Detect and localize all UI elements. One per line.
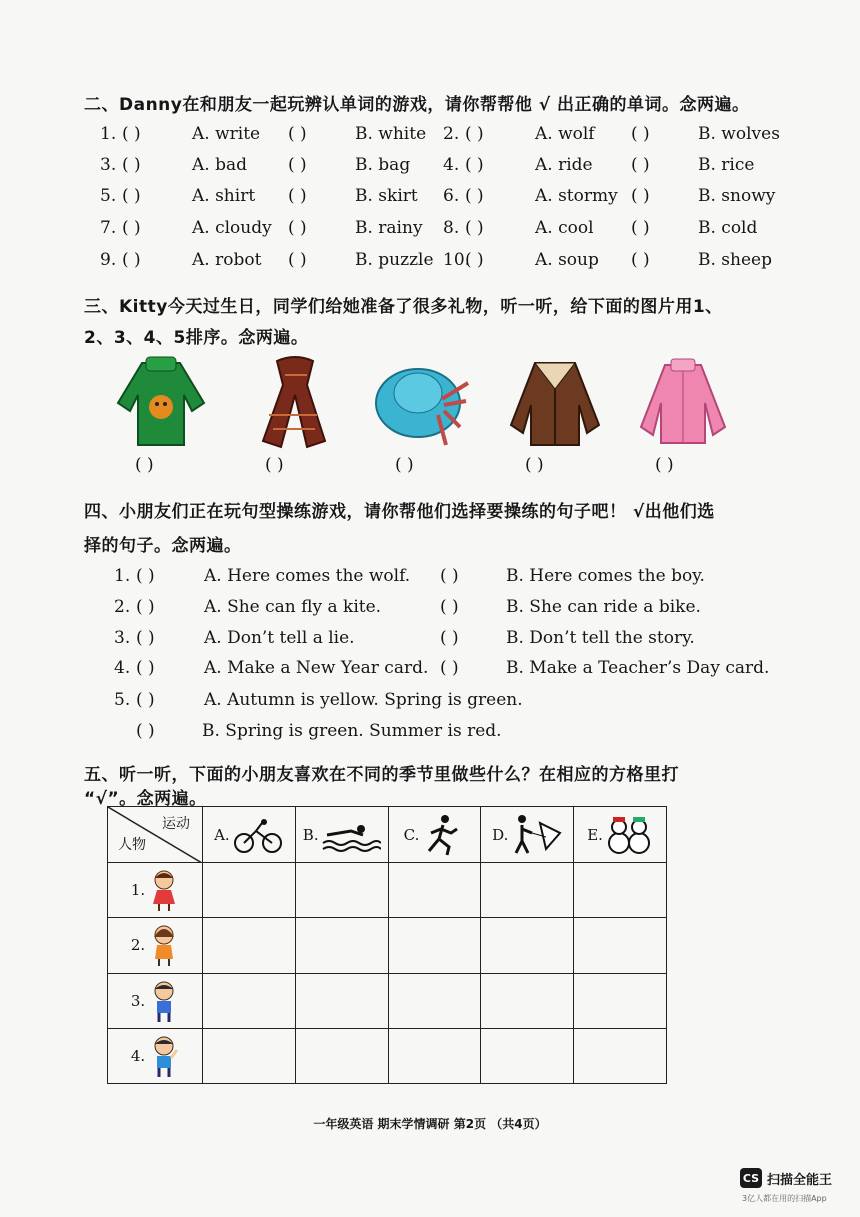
answer-paren-a[interactable]: ( )	[465, 124, 484, 144]
hat-icon	[372, 355, 472, 451]
option-a: A. Autumn is yellow. Spring is green.	[204, 690, 523, 710]
option-b: B. snowy	[698, 186, 776, 206]
sport-col-e	[574, 807, 667, 863]
option-a: A. Make a New Year card.	[204, 658, 429, 678]
option-a: A. shirt	[192, 186, 256, 206]
section2-title: 二、Danny在和朋友一起玩辨认单词的游戏，请你帮帮他 √ 出正确的单词。念两遍。	[84, 95, 750, 115]
answer-cell[interactable]	[481, 918, 574, 973]
option-b: B. cold	[698, 218, 758, 238]
scanner-watermark	[740, 1168, 832, 1188]
cycling-icon	[232, 817, 284, 853]
answer-cell[interactable]	[388, 1028, 481, 1083]
answer-cell[interactable]	[295, 1028, 388, 1083]
item-number: 2.	[443, 124, 460, 144]
header-person-label: 人物	[118, 837, 146, 854]
answer-cell[interactable]	[574, 918, 667, 973]
answer-paren-b[interactable]: ( )	[631, 124, 650, 144]
answer-paren-a[interactable]: ( )	[122, 250, 141, 270]
watermark-subtitle: 3亿人都在用的扫描App	[742, 1194, 827, 1203]
option-a: A. ride	[535, 155, 593, 175]
person-cell-1	[108, 863, 203, 918]
person-cell-3	[108, 973, 203, 1028]
option-a: A. cloudy	[192, 218, 272, 238]
season-activity-table	[107, 806, 667, 1084]
sport-label: E.	[587, 825, 603, 844]
girl-icon	[149, 923, 179, 967]
item-number: 4.	[114, 658, 131, 678]
item-number: 1.	[100, 124, 117, 144]
option-a: A. cool	[535, 218, 594, 238]
option-a: A. wolf	[535, 124, 595, 144]
person-number: 3.	[130, 991, 146, 1010]
option-b: B. Here comes the boy.	[506, 566, 705, 586]
section5-title-line1: 五、听一听，下面的小朋友喜欢在不同的季节里做些什么？在相应的方格里打	[84, 765, 679, 785]
item-number: 2.	[114, 597, 131, 617]
camscanner-logo: CS	[740, 1168, 762, 1188]
option-b: B. white	[355, 124, 427, 144]
page-footer: 一年级英语 期末学情调研 第2页 （共4页）	[313, 1117, 547, 1131]
answer-paren-a[interactable]: ( )	[136, 566, 155, 586]
answer-cell[interactable]	[481, 1028, 574, 1083]
answer-cell[interactable]	[388, 918, 481, 973]
option-b: B. sheep	[698, 250, 772, 270]
option-a: A. She can fly a kite.	[204, 597, 382, 617]
header-sport-label: 运动	[162, 816, 190, 832]
sport-label: C.	[403, 825, 420, 844]
answer-cell[interactable]	[481, 863, 574, 918]
order-paren[interactable]: ( )	[265, 455, 284, 475]
option-a: A. write	[192, 124, 261, 144]
answer-paren-a[interactable]: ( )	[136, 690, 155, 710]
option-a: A. Here comes the wolf.	[204, 566, 411, 586]
answer-cell[interactable]	[481, 973, 574, 1028]
answer-cell[interactable]	[574, 863, 667, 918]
sport-label: B.	[302, 825, 319, 844]
answer-cell[interactable]	[295, 863, 388, 918]
sweater-icon	[112, 355, 210, 451]
item-number: 8.	[443, 218, 460, 238]
answer-paren-b[interactable]: ( )	[136, 721, 155, 741]
person-number: 2.	[130, 936, 146, 955]
sport-label: A.	[214, 825, 230, 844]
option-a: A. Don’t tell a lie.	[204, 628, 355, 648]
option-b: B. Don’t tell the story.	[506, 628, 695, 648]
scarf-icon	[255, 355, 335, 451]
answer-paren-b[interactable]: ( )	[288, 155, 307, 175]
answer-cell[interactable]	[295, 973, 388, 1028]
order-paren[interactable]: ( )	[135, 455, 154, 475]
option-b: B. She can ride a bike.	[506, 597, 701, 617]
answer-paren-b[interactable]: ( )	[440, 566, 459, 586]
answer-paren-b[interactable]: ( )	[440, 628, 459, 648]
answer-paren-a[interactable]: ( )	[122, 124, 141, 144]
option-a: A. soup	[535, 250, 599, 270]
answer-cell[interactable]	[388, 973, 481, 1028]
answer-paren-b[interactable]: ( )	[288, 186, 307, 206]
coat-icon	[635, 355, 731, 451]
option-b: B. bag	[355, 155, 411, 175]
answer-paren-a[interactable]: ( )	[122, 155, 141, 175]
section3-title-line1: 三、Kitty今天过生日，同学们给她准备了很多礼物，听一听，给下面的图片用1、	[84, 297, 723, 317]
answer-paren-a[interactable]: ( )	[136, 658, 155, 678]
answer-paren-b[interactable]: ( )	[288, 250, 307, 270]
answer-cell[interactable]	[388, 863, 481, 918]
sport-col-d	[481, 807, 574, 863]
table-row	[108, 918, 667, 973]
item-number: 9.	[100, 250, 117, 270]
table-row	[108, 1028, 667, 1083]
watermark-name: 扫描全能王	[767, 1172, 833, 1188]
item-number: 10.	[443, 250, 471, 270]
swimming-icon	[321, 817, 381, 853]
answer-paren-a[interactable]: ( )	[122, 218, 141, 238]
item-number: 4.	[443, 155, 460, 175]
item-number: 7.	[100, 218, 117, 238]
order-paren[interactable]: ( )	[395, 455, 414, 475]
option-b: B. skirt	[355, 186, 418, 206]
answer-cell[interactable]	[203, 973, 296, 1028]
answer-paren-b[interactable]: ( )	[631, 250, 650, 270]
option-b: B. wolves	[698, 124, 780, 144]
section3-title-line2: 2、3、4、5排序。念两遍。	[84, 328, 309, 348]
item-number: 5.	[114, 690, 131, 710]
table-corner-header	[108, 807, 203, 863]
order-paren[interactable]: ( )	[525, 455, 544, 475]
answer-paren-a[interactable]: ( )	[465, 186, 484, 206]
answer-paren-a[interactable]: ( )	[465, 250, 484, 270]
kite-flying-icon	[510, 813, 562, 857]
option-b: B. rainy	[355, 218, 423, 238]
answer-cell[interactable]	[203, 918, 296, 973]
answer-cell[interactable]	[574, 973, 667, 1028]
answer-paren-a[interactable]: ( )	[465, 155, 484, 175]
table-row	[108, 863, 667, 918]
answer-paren-a[interactable]: ( )	[122, 186, 141, 206]
boy-icon	[149, 1034, 179, 1078]
sport-col-a	[203, 807, 296, 863]
answer-cell[interactable]	[574, 1028, 667, 1083]
sport-col-c	[388, 807, 481, 863]
answer-paren-b[interactable]: ( )	[631, 218, 650, 238]
option-a: A. robot	[192, 250, 262, 270]
option-b: B. puzzle	[355, 250, 434, 270]
answer-cell[interactable]	[295, 918, 388, 973]
answer-paren-a[interactable]: ( )	[136, 628, 155, 648]
answer-paren-b[interactable]: ( )	[440, 597, 459, 617]
option-b: B. rice	[698, 155, 755, 175]
snowman-icon	[605, 813, 653, 857]
order-paren[interactable]: ( )	[655, 455, 674, 475]
sport-label: D.	[492, 825, 509, 844]
answer-paren-b[interactable]: ( )	[440, 658, 459, 678]
person-cell-4	[108, 1028, 203, 1083]
answer-paren-a[interactable]: ( )	[465, 218, 484, 238]
jacket-icon	[505, 355, 605, 451]
item-number: 6.	[443, 186, 460, 206]
section4-title-line1: 四、小朋友们正在玩句型操练游戏，请你帮他们选择要操练的句子吧！ √出他们选	[84, 502, 715, 522]
option-a: A. stormy	[535, 186, 618, 206]
item-number: 1.	[114, 566, 131, 586]
answer-paren-a[interactable]: ( )	[136, 597, 155, 617]
table-row	[108, 973, 667, 1028]
sport-col-b	[295, 807, 388, 863]
running-icon	[421, 813, 465, 857]
option-b: B. Make a Teacher’s Day card.	[506, 658, 770, 678]
section5-title-line2: “√”。念两遍。	[84, 789, 207, 809]
answer-paren-b[interactable]: ( )	[631, 155, 650, 175]
answer-cell[interactable]	[203, 863, 296, 918]
item-number: 3.	[114, 628, 131, 648]
item-number: 3.	[100, 155, 117, 175]
item-number: 5.	[100, 186, 117, 206]
boy-icon	[149, 979, 179, 1023]
answer-cell[interactable]	[203, 1028, 296, 1083]
answer-paren-b[interactable]: ( )	[631, 186, 650, 206]
option-a: A. bad	[192, 155, 247, 175]
person-cell-2	[108, 918, 203, 973]
section4-title-line2: 择的句子。念两遍。	[84, 536, 242, 556]
answer-paren-b[interactable]: ( )	[288, 218, 307, 238]
person-number: 4.	[130, 1046, 146, 1065]
girl-icon	[149, 868, 179, 912]
person-number: 1.	[130, 881, 146, 900]
option-b: B. Spring is green. Summer is red.	[202, 721, 502, 741]
answer-paren-b[interactable]: ( )	[288, 124, 307, 144]
